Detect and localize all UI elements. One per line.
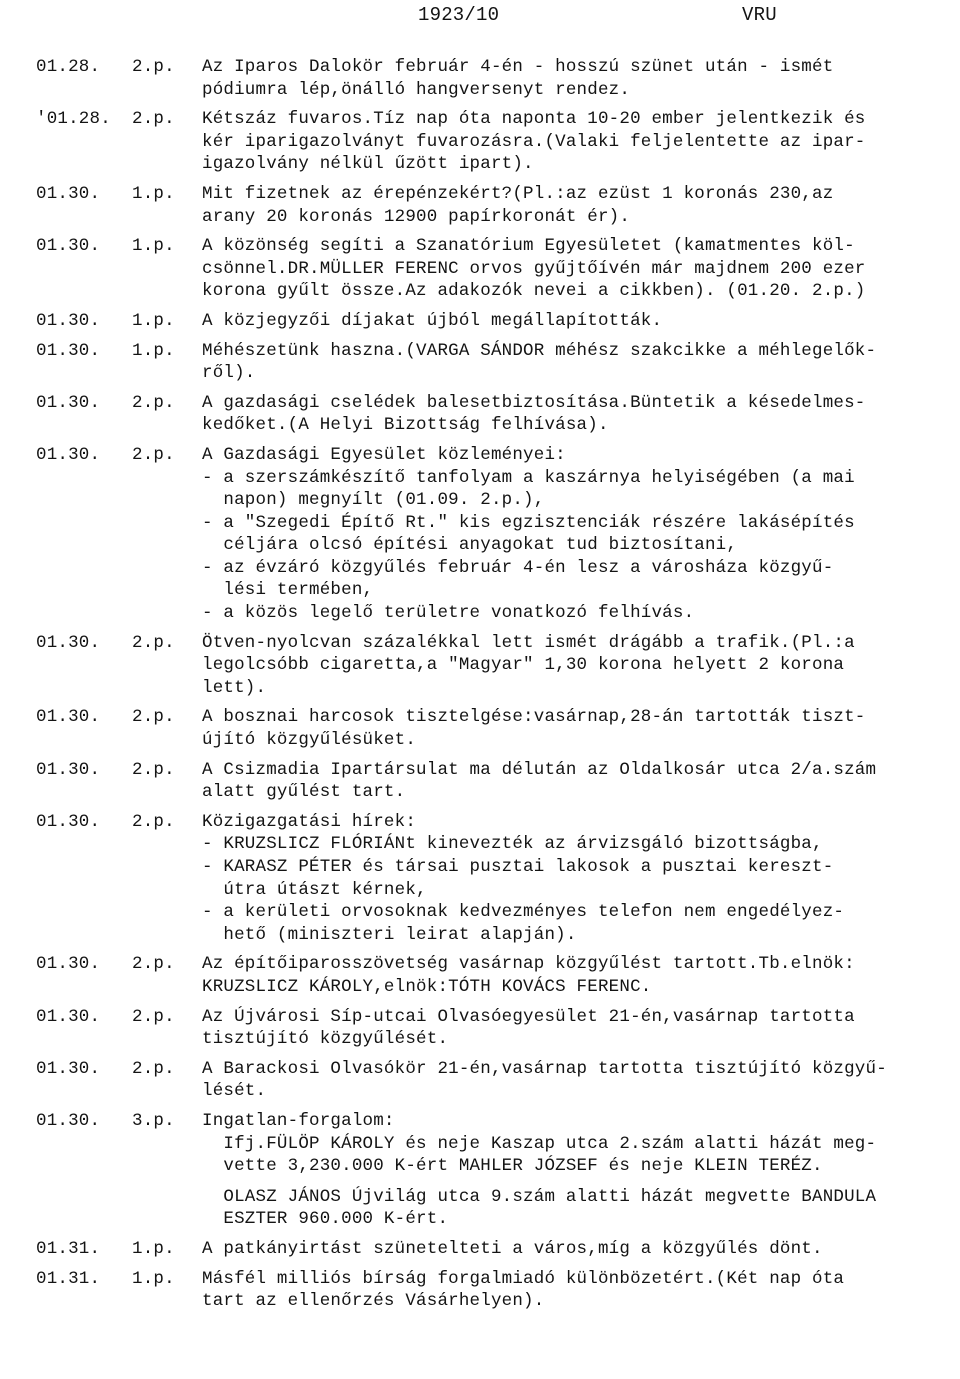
entry-date: 01.31. bbox=[36, 1268, 101, 1289]
list-item bbox=[0, 56, 960, 101]
entry-line: Kétszáz fuvaros.Tíz nap óta naponta 10-20 ember jelentkezik és bbox=[202, 109, 866, 130]
entry-date: 01.30. bbox=[36, 1110, 101, 1131]
list-item bbox=[0, 444, 960, 625]
entry-line: Az Újvárosi Síp-utcai Olvasóegyesület 21-én,vasárnap tartotta bbox=[202, 1006, 855, 1027]
entry-date: 01.30. bbox=[36, 759, 101, 780]
list-item bbox=[0, 310, 960, 333]
entry-text bbox=[202, 56, 937, 101]
entry-page: 2.p. bbox=[132, 632, 175, 653]
entry-text bbox=[202, 1006, 937, 1051]
entry-page: 1.p. bbox=[132, 340, 175, 361]
entry-line: A gazdasági cselédek balesetbiztosítása.Büntetik a késedelmes- bbox=[202, 392, 866, 413]
entry-line: - KRUZSLICZ FLÓRIÁNt kinevezték az árvizsgáló bizottságba, bbox=[202, 834, 823, 855]
list-item bbox=[0, 392, 960, 437]
entry-line: lett). bbox=[202, 677, 267, 698]
entry-line: Ötven-nyolcvan százalékkal lett ismét drágább a trafik.(Pl.:a bbox=[202, 632, 855, 653]
entry-line: Ifj.FÜLÖP KÁROLY és neje Kaszap utca 2.szám alatti házát meg- bbox=[202, 1133, 877, 1154]
entry-line: útra útászt kérnek, bbox=[202, 879, 427, 900]
entry-page: 2.p. bbox=[132, 759, 175, 780]
entry-date: 01.30. bbox=[36, 310, 101, 331]
list-item bbox=[0, 1238, 960, 1261]
entry-page: 2.p. bbox=[132, 392, 175, 413]
entry-line: - KARASZ PÉTER és társai pusztai lakosok a pusztai kereszt- bbox=[202, 857, 834, 877]
entry-line: legolcsóbb cigaretta,a "Magyar" 1,30 korona helyett 2 korona bbox=[202, 655, 845, 676]
entry-text bbox=[202, 632, 937, 700]
list-item bbox=[0, 1110, 960, 1231]
entry-text bbox=[202, 1268, 937, 1313]
list-item bbox=[0, 1058, 960, 1103]
entry-date: 01.30. bbox=[36, 444, 101, 465]
list-item bbox=[0, 108, 960, 176]
entry-date: 01.30. bbox=[36, 183, 101, 204]
entry-line: igazolvány nélkül űzött ipart). bbox=[202, 154, 534, 175]
entry-date: 01.30. bbox=[36, 811, 101, 832]
entry-text bbox=[202, 340, 937, 385]
entry-line: lését. bbox=[202, 1081, 267, 1102]
entry-line: Közigazgatási hírek: bbox=[202, 811, 417, 832]
entry-line: arany 20 koronás 12900 papírkoronát ér). bbox=[202, 206, 631, 227]
entry-line: - a közös legelő területre vonatkozó felhívás. bbox=[202, 603, 695, 624]
entry-line: ESZTER 960.000 K-ért. bbox=[202, 1209, 449, 1230]
list-item bbox=[0, 759, 960, 804]
entry-line: vette 3,230.000 K-ért MAHLER JÓZSEF és neje KLEIN TERÉZ. bbox=[202, 1156, 823, 1177]
entry-line: A Gazdasági Egyesület közleményei: bbox=[202, 444, 566, 465]
entry-date: 01.30. bbox=[36, 392, 101, 413]
entry-line: korona gyűlt össze.Az adakozók nevei a cikkben). (01.20. 2.p.) bbox=[202, 281, 866, 302]
entry-line: Ingatlan-forgalom: bbox=[202, 1110, 395, 1131]
list-item bbox=[0, 811, 960, 947]
list-item bbox=[0, 235, 960, 303]
entry-date: 01.30. bbox=[36, 340, 101, 361]
entry-date: '01.28. bbox=[36, 109, 111, 130]
entry-date: 01.30. bbox=[36, 1006, 101, 1027]
entry-line: tart az ellenőrzés Vásárhelyen). bbox=[202, 1291, 545, 1312]
document-code: VRU bbox=[742, 4, 777, 26]
entry-date: 01.30. bbox=[36, 632, 101, 653]
entry-line: kedőket.(A Helyi Bizottság felhívása). bbox=[202, 415, 609, 436]
entry-text bbox=[202, 108, 937, 176]
entry-line: Másfél milliós bírság forgalmiadó különbözetért.(Két nap óta bbox=[202, 1268, 845, 1289]
entry-text bbox=[202, 811, 937, 947]
list-item bbox=[0, 632, 960, 700]
entry-line: tisztújító közgyűlését. bbox=[202, 1029, 449, 1050]
entry-line: újító közgyűlésüket. bbox=[202, 730, 417, 751]
entry-text bbox=[202, 392, 937, 437]
entry-page: 1.p. bbox=[132, 1238, 175, 1259]
list-item bbox=[0, 953, 960, 998]
entry-text bbox=[202, 1238, 937, 1261]
entry-line: céljára olcsó építési anyagokat tud biztosítani, bbox=[202, 535, 738, 556]
entry-line: A bosznai harcosok tisztelgése:vasárnap,28-án tartották tiszt- bbox=[202, 707, 866, 728]
entry-line: Méhészetünk haszna.(VARGA SÁNDOR méhész szakcikke a méhlegelők- bbox=[202, 340, 877, 361]
entry-page: 3.p. bbox=[132, 1110, 175, 1131]
entry-text bbox=[202, 759, 937, 804]
entry-line: A közjegyzői díjakat újból megállapították. bbox=[202, 310, 663, 331]
entry-line: hető (miniszteri leirat alapján). bbox=[202, 924, 577, 945]
entry-line: Mit fizetnek az érepénzekért?(Pl.:az ezüst 1 koronás 230,az bbox=[202, 183, 834, 204]
entry-text bbox=[202, 706, 937, 751]
entry-line: csönnel.DR.MÜLLER FERENC orvos gyűjtőívén már majdnem 200 ezer bbox=[202, 258, 866, 279]
entry-text bbox=[202, 235, 937, 303]
page-header bbox=[0, 4, 960, 26]
entry-text bbox=[202, 444, 937, 625]
document-title: 1923/10 bbox=[418, 4, 500, 26]
entry-line: KRUZSLICZ KÁROLY,elnök:TÓTH KOVÁCS FERENC. bbox=[202, 976, 652, 997]
entry-text bbox=[202, 183, 937, 228]
entry-date: 01.28. bbox=[36, 57, 101, 77]
entry-date: 01.30. bbox=[36, 1058, 101, 1079]
entry-line: - az évzáró közgyűlés február 4-én lesz a városháza közgyű- bbox=[202, 557, 834, 578]
entry-date: 01.30. bbox=[36, 707, 101, 728]
entry-date: 01.30. bbox=[36, 954, 101, 975]
entry-page: 2.p. bbox=[132, 1058, 175, 1079]
entry-line: OLASZ JÁNOS Újvilág utca 9.szám alatti házát megvette BANDULA bbox=[202, 1186, 877, 1207]
list-item bbox=[0, 340, 960, 385]
entry-page: 1.p. bbox=[132, 183, 175, 204]
entry-line: Az építőiparosszövetség vasárnap közgyűlést tartott.Tb.elnök: bbox=[202, 954, 855, 975]
entry-text bbox=[202, 1058, 937, 1103]
entry-page: 2.p. bbox=[132, 444, 175, 465]
entry-line: A Barackosi Olvasókör 21-én,vasárnap tartotta tisztújító közgyű- bbox=[202, 1058, 887, 1079]
entry-line: napon) megnyílt (01.09. 2.p.), bbox=[202, 490, 545, 511]
entry-line: A Csizmadia Ipartársulat ma délután az Oldalkosár utca 2/a.szám bbox=[202, 759, 877, 780]
entry-line: - a szerszámkészítő tanfolyam a kaszárnya helyiségében (a mai bbox=[202, 467, 855, 488]
entry-line: - a "Szegedi Építő Rt." kis egzisztenciák részére lakásépítés bbox=[202, 512, 855, 533]
entry-page: 2.p. bbox=[132, 811, 175, 832]
entry-line: alatt gyűlést tart. bbox=[202, 782, 406, 803]
list-item bbox=[0, 183, 960, 228]
entry-page: 1.p. bbox=[132, 310, 175, 331]
entry-page: 2.p. bbox=[132, 1006, 175, 1027]
entry-text bbox=[202, 953, 937, 998]
entry-line: A közönség segíti a Szanatórium Egyesületet (kamatmentes köl- bbox=[202, 236, 855, 257]
list-item bbox=[0, 706, 960, 751]
entry-page: 1.p. bbox=[132, 1268, 175, 1289]
entry-text bbox=[202, 1110, 937, 1231]
list-item bbox=[0, 1006, 960, 1051]
entry-page: 2.p. bbox=[132, 57, 175, 77]
entry-text bbox=[202, 310, 937, 333]
entry-line: - a kerületi orvosoknak kedvezményes telefon nem engedélyez- bbox=[202, 902, 845, 923]
entry-line: A patkányirtást szünetelteti a város,míg a közgyűlés dönt. bbox=[202, 1238, 823, 1259]
entry-date: 01.31. bbox=[36, 1238, 101, 1259]
entry-page: 1.p. bbox=[132, 236, 175, 257]
entry-list bbox=[0, 56, 960, 1320]
entry-page: 2.p. bbox=[132, 954, 175, 975]
entry-line: kér iparigazolványt fuvarozásra.(Valaki feljelentette az ipar- bbox=[202, 131, 866, 152]
entry-date: 01.30. bbox=[36, 236, 101, 257]
entry-page: 2.p. bbox=[132, 109, 175, 130]
list-item bbox=[0, 1268, 960, 1313]
entry-line: ről). bbox=[202, 363, 256, 384]
entry-page: 2.p. bbox=[132, 707, 175, 728]
entry-line: Az Iparos Dalokör február 4-én - hosszú szünet után - ismét bbox=[202, 57, 834, 77]
entry-line: lési termében, bbox=[202, 580, 374, 601]
entry-line: pódiumra lép,önálló hangversenyt rendez. bbox=[202, 79, 631, 100]
